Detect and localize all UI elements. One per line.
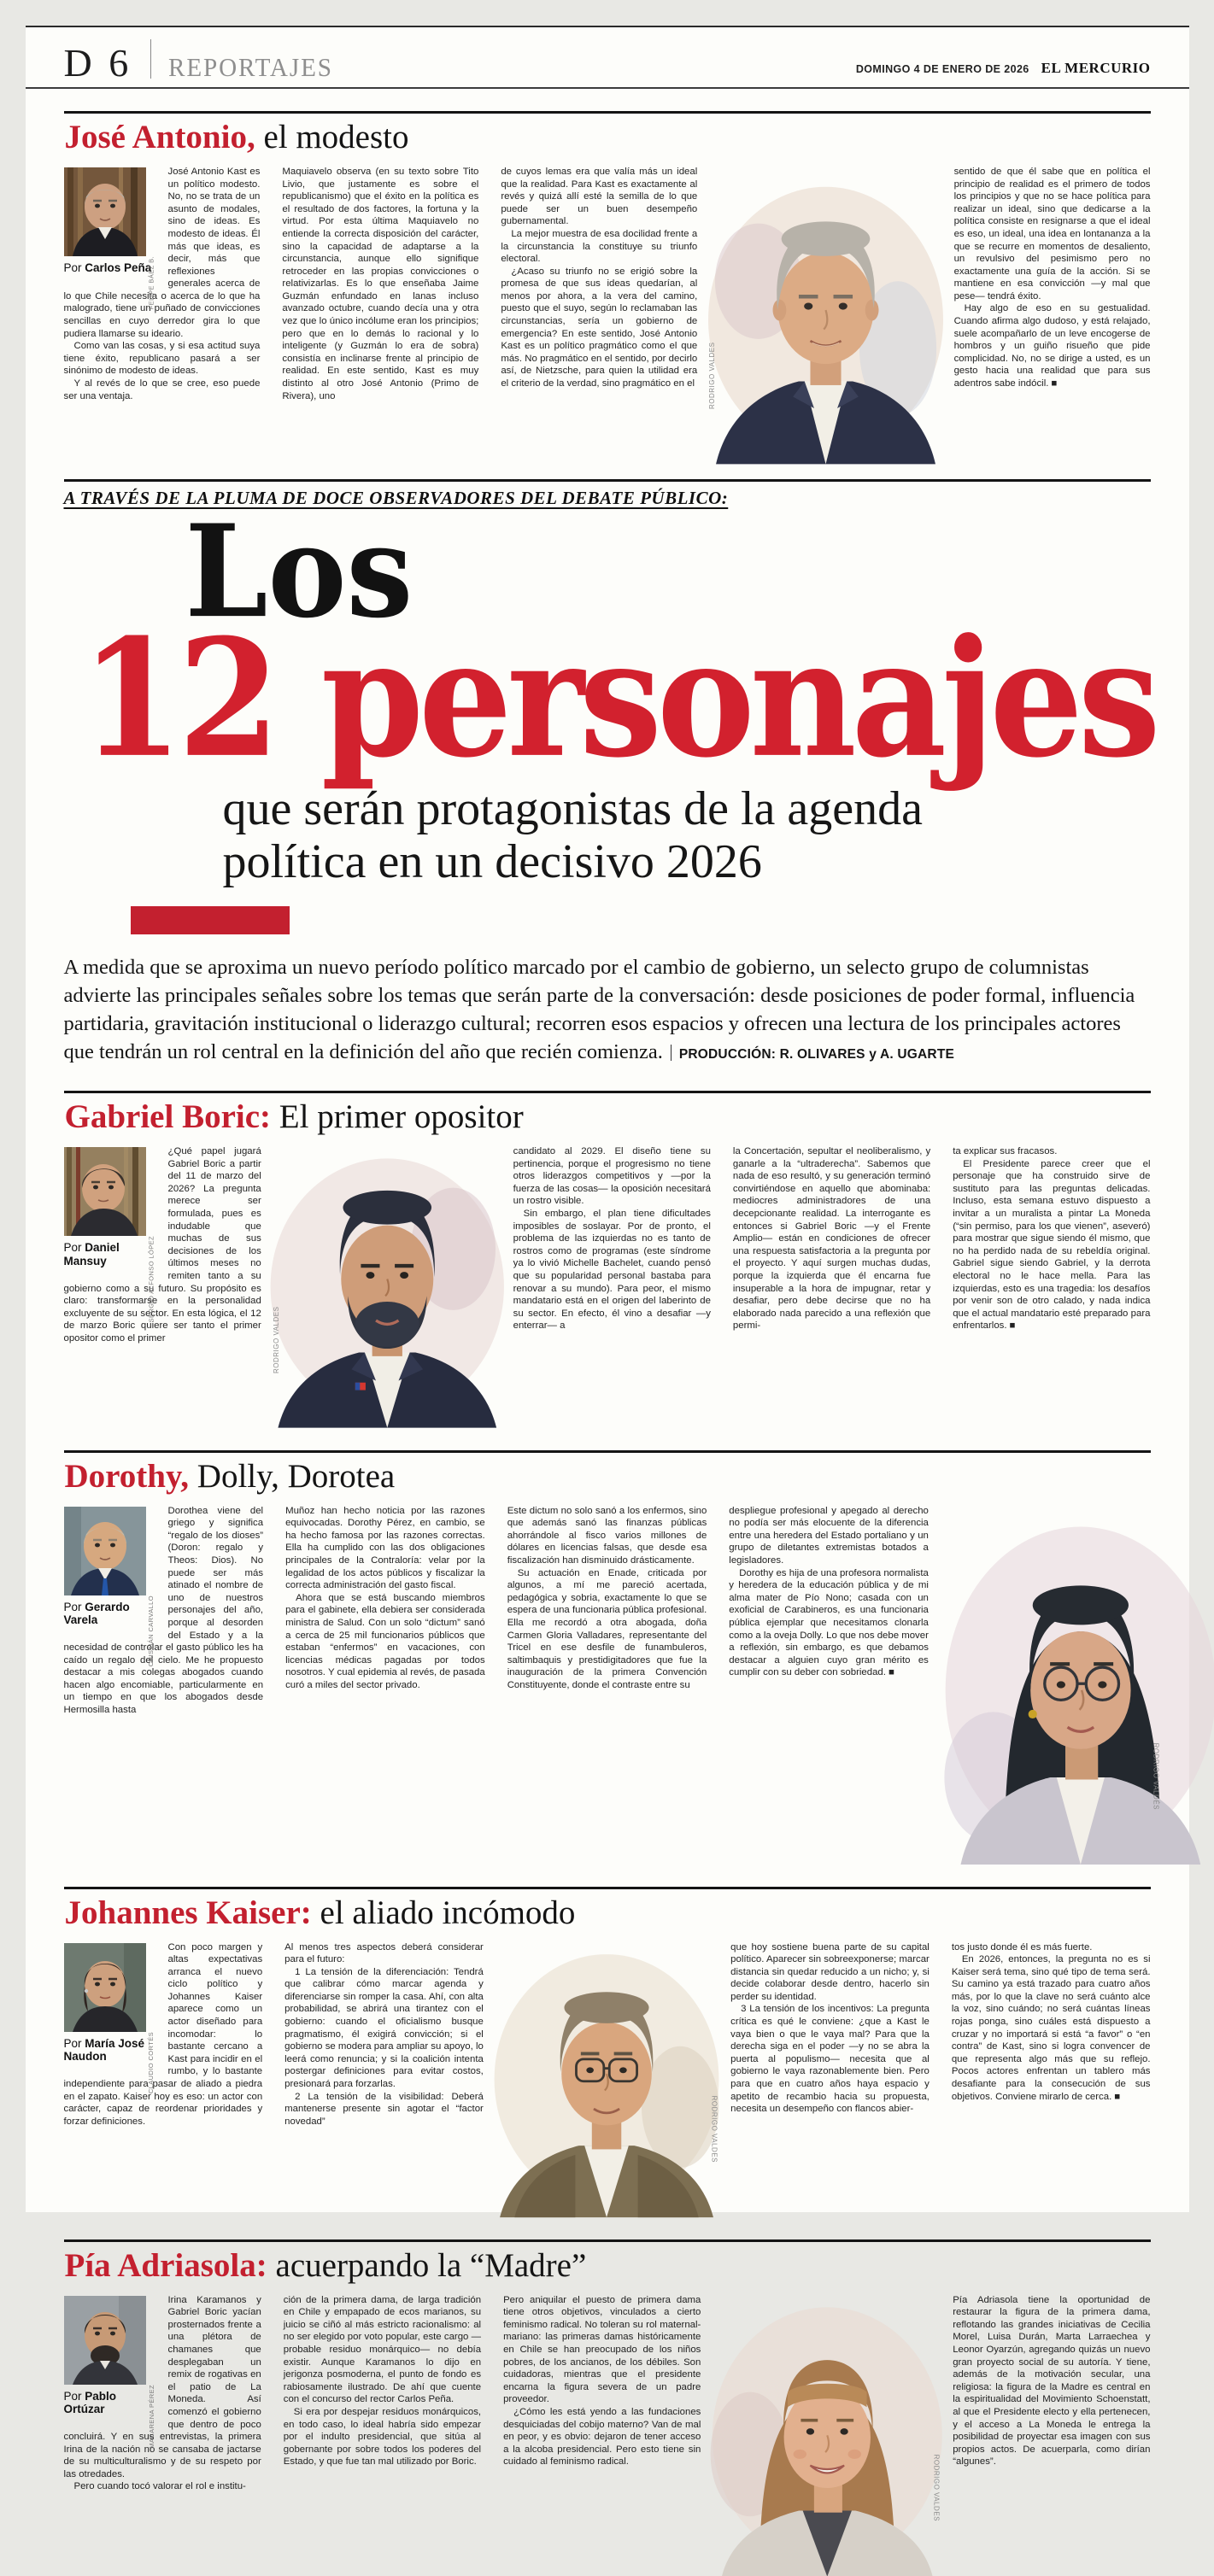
header-rule bbox=[26, 87, 1189, 89]
paragraph: ¿Qué papel jugará Gabriel Boric a partir del 11 de marzo del 2026? La pregunta merece ser formulada, pues es indudable que muchas de sus decisiones de los últimos meses no remiten tanto a su gobierno como a su futuro. Su propósito es claro: transformarse en la personalidad excluyente de su sector. En esta lógica, el 12 de marzo Boric quiere ser tanto el primer opositor como el primer bbox=[63, 1146, 261, 1344]
article-column bbox=[729, 1505, 929, 1865]
edition-date: DOMINGO 4 DE ENERO DE 2026 bbox=[855, 63, 1029, 75]
section-rule bbox=[64, 479, 1151, 482]
article-column bbox=[953, 1145, 1150, 1428]
article-column bbox=[64, 2294, 261, 2576]
pia-illustration bbox=[723, 2294, 941, 2576]
paragraph: Y al revés de lo que se cree, eso puede ser una ventaja. bbox=[63, 378, 261, 401]
paragraph: 2 La tensión de la visibilidad: Deberá mantenerse presente sin agotar el “factor novedad” bbox=[284, 2091, 484, 2127]
column-text bbox=[733, 1145, 930, 1332]
paragraph: Ahora que se está buscando miembros para el gabinete, ella debiera ser considerada ministra de Salud. Con un solo “dictum” sanó a cerca de 25 mil funcionarios públicos que estaban “enfermos” en vacaciones, con licencias médicas pagadas por todos nosotros. Y cual epidemia al revés, de pasada curó a miles del sector privado. bbox=[285, 1592, 485, 1690]
article-johannes-kaiser bbox=[26, 1887, 1189, 2217]
article-column bbox=[64, 1505, 264, 1865]
paragraph: que hoy sostiene buena parte de su capital político. Aparecer sin sobreexponerse; marcar distancia sin quedar reducido a un nicho; y, si decide colaborar desde dentro, hacerlo sin perder su identidad. bbox=[730, 1941, 930, 2002]
masthead-divider bbox=[150, 39, 151, 79]
column-text bbox=[954, 166, 1151, 390]
paragraph: 3 La tensión de los incentivos: La pregunta crítica es qué le conviene: ¿que a Kast le vaya bien o que le vaya mal? Para que la derecha siga en el poder —y no se abra la puerta al populismo— necesita que al gobierno le vaya razonablemente bien. Pero para que en cuatro años haya espacio y apetito de recambio hacia su propuesta, necesita un desempeño con flancos abier- bbox=[730, 2004, 930, 2115]
masthead bbox=[26, 27, 1189, 87]
paragraph: Este dictum no solo sanó a los enfermos, sino que además sanó las finanzas públicas ahorrándole al fisco varios millones de dólares en licencias falsas, que desde esa fiscalización han disminuido drásticamente. bbox=[507, 1505, 707, 1566]
paragraph: Si era por despejar residuos monárquicos, en todo caso, lo ideal habría sido empezar por el indulto presidencial, que sitúa al gobernante por sobre todos los poderes del Estado, y que fue tan mal utilizado por Boric. bbox=[283, 2406, 482, 2468]
byline: Por Daniel Mansuy bbox=[63, 1241, 120, 1268]
feature-block bbox=[26, 479, 1189, 1068]
paragraph: Pero cuando tocó valorar el rol e institu- bbox=[73, 2481, 246, 2492]
author-block bbox=[63, 1943, 160, 2093]
article-column bbox=[953, 2294, 1150, 2576]
page-number: D 6 bbox=[63, 40, 132, 85]
article-column bbox=[507, 1505, 707, 1865]
paragraph: 1 La tensión de la diferenciación: Tendrá que calibrar cómo marcar agenda y diferenciarse sin romper la casa. Ahí, con alta probabilidad, se abrirá una tirantez con el gobierno: cuando el oficialismo busque pragmatismo, él exigirá convicción; si el gobierno se modera para ampliar su apoyo, lo leerá como renuncia; y si la coalición intenta postergar definiciones para evitar costos, presionará para forzarlas. bbox=[284, 1966, 484, 2090]
paragraph: sentido de que él sabe que en política el principio de realidad es el primero de todos los principios y que no se hace política para realizar un ideal, sino que dedicarse a la política consiste en resignarse a que el ideal es eso, un ideal, una idea en lontananza a la que se recurre en momentos de desaliento, un revulsivo del pesimismo pero no exactamente una guía de la acción. Si se mantiene en esa convicción —y mal que pese— tendrá éxito. bbox=[953, 166, 1151, 302]
kaiser-illustration bbox=[506, 1941, 718, 2217]
illustration-credit: RODRIGO VALDES bbox=[710, 2095, 718, 2163]
article-column bbox=[952, 1941, 1151, 2217]
photo-credit: MACARENA PÉREZ bbox=[147, 2384, 155, 2449]
photo-credit: CLAUDIO CORTÉS bbox=[147, 2031, 155, 2093]
paragraph: Hay algo de eso en su gestualidad. Cuando afirma algo dudoso, y está relajado, suele acompañarlo de un leve encogerse de hombros y un guiño risueño que pide complicidad. No, no se dirige a usted, es un gesto hacia una realidad que para sus adentros sabe indócil. ■ bbox=[953, 303, 1151, 389]
paragraph: la Concertación, sepultar el neoliberalismo, y ganarle a la “ultraderecha”. Sabemos que nada de eso resultó, y su generación terminó convirtiéndose en aquello que abominaba: mediocres administradores de una decepcionante realidad. La interrogante es entonces si Gabriel Boric —y el Frente Amplio— están en condiciones de ofrecer una respuesta satisfactoria a la pregunta por el proyecto. Y aquí surgen muchas dudas, porque la izquierda que él encarna fue insuperable a la hora de impugnar, retar y desafiar, pero debe decirse que no ha elaborado nada parecido a una reflexión que permi- bbox=[732, 1146, 931, 1332]
standfirst-separator bbox=[671, 1045, 672, 1061]
paragraph: Pía Adriasola tiene la oportunidad de restaurar la figura de la primera dama, reflotando las grandes iniciativas de Cecilia Morel, Luisa Durán, Marta Larraechea y Leonor Oyarzún, agregando quizás un nuevo gran proyecto social de su autoría. Y tiene, además de la motivación secular, una religiosa: la figura de la Madre es central en la espiritualidad del Movimiento Schoenstatt, al que el Presidente electo y ella pertenecen, y el acceso a La Moneda le entrega la posibilidad de proyectar esa imagen con sus propios actos. De acuerparla, como dirían “algunes”. bbox=[953, 2294, 1151, 2468]
column-text bbox=[285, 1505, 485, 1692]
paragraph: de cuyos lemas era que valía más un ideal que la realidad. Para Kast es exactamente al revés y quizá allí esté la semilla de lo que puede ser un buen desempeño gubernamental. bbox=[501, 166, 698, 227]
paragraph: Muñoz han hecho noticia por las razones equivocadas. Dorothy Pérez, en cambio, se ha hecho famosa por las razones correctas. Ella ha cumplido con las dos obligaciones principales de la Contraloría: velar por la legalidad de los actos públicos y fiscalizar la correcta administración del gasto fiscal. bbox=[285, 1505, 485, 1591]
byline: Por Pablo Ortúzar bbox=[63, 2389, 117, 2416]
column-text bbox=[501, 166, 697, 390]
article-column bbox=[282, 166, 478, 464]
paragraph: ¿Acaso su triunfo no se erigió sobre la promesa de que sus ideas quedarían, al menos por ahora, a la vera del camino, puesto que el suyo, según lo reclamaban las circunstancias, sería un gobierno de emergencia? En este sentido, José Antonio Kast es un político pragmático como el que más. No pragmático en el sentido, por decirlo así, de Nietzsche, para quien la utilidad era el criterio de la verdad, sino pragmático en el bbox=[501, 266, 698, 389]
feature-standfirst bbox=[64, 953, 1151, 1068]
paragraph: Irina Karamanos y Gabriel Boric yacían prosternados frente a una plétora de chamanes que desplegaban un remix de rogativas en el patio de La Moneda. Así comenzó el gobierno que dentro de poco concluirá. Y en sus entrevistas, la primera Irina de la nación no se cansaba de jactarse de su multiculturalismo y de su respeto por las otredades. bbox=[63, 2294, 261, 2479]
paragraph: ¿Cómo les está yendo a las fundaciones desquiciadas del cobijo materno? Van de mal en peor, y es obvio: dejaron de tener acceso a la alcoba presidencial. Pero esto tiene sin cuidado al feminismo radical. bbox=[503, 2406, 701, 2468]
production-credit: PRODUCCIÓN: R. OLIVARES y A. UGARTE bbox=[678, 1047, 955, 1063]
article-headline: Johannes Kaiser: el aliado incómodo bbox=[64, 1894, 576, 1931]
feature-subtitle: que serán protagonistas de la agenda política en un decisivo 2026 bbox=[222, 782, 923, 889]
illustration-credit: RODRIGO VALDÉS bbox=[1152, 1742, 1160, 1810]
article-column bbox=[64, 1145, 261, 1428]
byline: Por Carlos Peña bbox=[63, 261, 152, 274]
paragraph: Con poco margen y altas expectativas arranca el nuevo ciclo político y Johannes Kaiser aparece como un actor diseñado para incomodar: lo bastante cercano a Kast para incidir en el rumbo, y lo bastante independiente para pasar de aliado a piedra en el zapato. Kaiser hoy es eso: un actor con carácter, capaz de reordenar prioridades y forzar definiciones. bbox=[63, 1941, 263, 2127]
article-column bbox=[284, 1941, 484, 2217]
paragraph: despliegue profesional y apegado al derecho no podía ser más elocuente de la diferencia entre una heredera del Estado portaliano y un grupo de diletantes extremistas botados a legisladores. bbox=[729, 1505, 929, 1566]
article-column bbox=[954, 166, 1151, 464]
article-column bbox=[285, 1505, 485, 1865]
column-text bbox=[503, 2294, 701, 2468]
column-text bbox=[953, 1145, 1150, 1332]
section-name: REPORTAJES bbox=[168, 52, 334, 82]
column-text bbox=[284, 2294, 481, 2468]
feature-kicker: A TRAVÉS DE LA PLUMA DE DOCE OBSERVADORES DEL DEBATE PÚBLICO: bbox=[63, 488, 729, 509]
section-rule bbox=[64, 1887, 1151, 1889]
photo-credit: SERGIO ALFONSO LÓPEZ bbox=[147, 1236, 155, 1323]
paper-name: EL MERCURIO bbox=[1041, 60, 1151, 76]
paragraph: ción de la primera dama, de larga tradición en Chile y empapado de ecos marianos, su juicio se ciñó al más estricto racionalismo: al no ser elegido por voto popular, este cargo —probable residuo monárquico— no debía existir. Aunque Karamanos lo dijo en jerigonza posmoderna, el punto de fondo es rabiosamente ilustrado. De ahí que cuente con el concurso del rector Carlos Peña. bbox=[283, 2294, 482, 2405]
paragraph: tos justo donde él es más fuerte. bbox=[951, 1941, 1093, 1952]
article-dorothy bbox=[26, 1450, 1189, 1865]
paragraph: Su actuación en Enade, criticada por algunos, a mí me pareció acertada, pedagógica y sobria, exactamente lo que se espera de una funcionaria pública profesional. Ella me recordó a otra abogada, doña Carmen Gloria Valladares, representante del Tricel en ese desfile de funambuleros, saltimbaquis y prestidigitadores que fue la inauguración de la primera Convención Constituyente, donde el contraste entre su bbox=[507, 1567, 707, 1690]
article-headline: Pía Adriasola: acuerpando la “Madre” bbox=[64, 2246, 587, 2284]
paragraph: Dorothea viene del griego y significa “regalo de los dioses” (Doron: regalo y Theos: Dios). No puede ser más atinado el nombre de uno de nuestros personajes del año, porque al desorden del Estado y a la necesidad de controlar el gasto público les ha caído un regalo del cielo. Me he propuesto destacar a mis colegas abogados cuando hacen algo encomiable, particularmente en un tiempo en que los abogados desde Hermosilla hasta bbox=[63, 1505, 264, 1716]
author-block bbox=[63, 2296, 160, 2449]
photo-credit: CRISTIÁN CARVALLO bbox=[147, 1595, 155, 1666]
article-pia-adriasola bbox=[26, 2239, 1189, 2576]
section-rule bbox=[64, 1450, 1151, 1453]
author-block bbox=[63, 1507, 160, 1666]
paragraph: Sin embargo, el plan tiene dificultades imposibles de soslayar. Por de pronto, el problema de las izquierdas no es tanto de rostros como de programas (este síndrome ya lo vivió Michelle Bachelet, cuando pensó que su popularidad personal bastaba para renovar a su mundo). Para peor, el mismo mandatario está en el origen del laberinto de su sector. En efecto, él vino a desafiar —y enterrar— a bbox=[513, 1208, 711, 1332]
article-column bbox=[501, 166, 697, 464]
feature-title-line2: 12 personajes bbox=[80, 603, 1156, 794]
article-column bbox=[513, 1145, 711, 1428]
illustration-credit: RODRIGO VALDES bbox=[708, 342, 717, 410]
paragraph: Dorothy es hija de una profesora normalista y heredera de la educación pública y de mi alma mater de Pío Nono; casada con un exoficial de Carabineros, es una funcionaria pública ejemplar que necesitamos clonarla como a la oveja Dolly. Lo que nos debe mover a reflexión, sin embargo, es que debamos destacar a alguien cuyo gran mérito es cumplir con su deber con sobriedad. ■ bbox=[729, 1567, 929, 1678]
article-headline: José Antonio, el modesto bbox=[64, 119, 409, 155]
paragraph: Al menos tres aspectos deberá considerar para el futuro: bbox=[284, 1941, 484, 1965]
newspaper-page bbox=[26, 26, 1189, 2522]
article-jose-antonio bbox=[26, 111, 1189, 464]
author-block bbox=[63, 167, 160, 310]
illustration-credit: RODRIGO VALDES bbox=[272, 1306, 280, 1373]
article-column bbox=[284, 2294, 481, 2576]
article-column bbox=[730, 1941, 930, 2217]
photo-credit: FELIPE BÁEZ B. bbox=[147, 255, 155, 310]
byline: Por María José Naudon bbox=[63, 2036, 145, 2064]
red-accent-bar bbox=[131, 906, 290, 934]
byline: Por Gerardo Varela bbox=[63, 1600, 130, 1627]
column-text bbox=[507, 1505, 707, 1692]
article-column bbox=[733, 1145, 930, 1428]
paragraph: José Antonio Kast es un político modesto. No, no se trata de un asunto de modales, sino de ideas. Es modesto de ideas. Él más que ideas, es decir, más que reflexiones generales acerca de lo que Chile necesita o acerca de lo que ha malogrado, tiene un puñado de convicciones sencillas en cuyo derredor gira lo que pudiera llamarse su ideario. bbox=[63, 166, 261, 339]
paragraph: Pero aniquilar el puesto de primera dama tiene otros objetivos, vinculados a cierto feminismo radical. No toleran su rol maternal-mariano: las primeras damas históricamente en Chile se han preocupado de los niños pobres, de los ancianos, de los débiles. Son cuidadoras, mientras que el presidente encarna la figura severa de un padre proveedor. bbox=[503, 2294, 701, 2405]
paragraph: candidato al 2029. El diseño tiene su pertinencia, porque el progresismo no tiene otros liderazgos competitivos y —por la fuerza de las cosas— la oposición necesitará un rostro visible. bbox=[513, 1146, 711, 1207]
column-text bbox=[282, 166, 478, 402]
paragraph: Maquiavelo observa (en su texto sobre Tito Livio, que justamente es sobre el republicanismo) que el éxito en la política es el resultado de dos factores, la fortuna y la virtud. Por esta última Maquiavelo no entiende la correcta disposición del carácter, sino la capacidad de adaptarse a la circunstancia, aunque ello signifique retroceder en las propias convicciones o relativizarlas. Es lo que enseñaba Jaime Guzmán enfundado en lanas incluso avanzado octubre, cuando decía una y otra vez que lo único incólume eran los principios; pero que en lo demás lo racional y lo inteligente (y Guzmán lo era de sobra) consistía en inclinarse frente al principio de realidad. En este sentido, Kast es muy distinto al otro José Antonio (Primo de Rivera), uno bbox=[282, 166, 479, 401]
author-block bbox=[63, 1147, 160, 1323]
column-text bbox=[284, 1941, 484, 2128]
article-headline: Dorothy, Dolly, Dorotea bbox=[64, 1457, 396, 1495]
article-column bbox=[64, 166, 261, 464]
standfirst-text: A medida que se aproxima un nuevo período político marcado por el cambio de gobierno, un selecto grupo de columnistas advierte las principales señales sobre los temas que serán parte de la conversación: desde posiciones de poder formal, influencia partidaria, gravitación institucional o liderazgo cultural; recorren esos espacios y ofrecen una lectura de los principales actores que tendrán un rol central en la definición del año que recién comienza. bbox=[63, 956, 1135, 1064]
article-column bbox=[64, 1941, 263, 2217]
dorothy-illustration bbox=[951, 1505, 1160, 1865]
section-rule bbox=[64, 1091, 1151, 1093]
paragraph: El Presidente parece creer que el personaje que ha construido sirve de sustituto para las preguntas delicadas. Incluso, esta semana estuvo dispuesto a invitar a un muralista a pintar La Moneda (“sin permiso, para los que vienen”, aseveró) para mostrar que sigue siendo él mismo, que no ha perdido nada de su rebeldía original. Gabriel sigue siendo Gabriel, y la derrota electoral no le hace mella. Para las izquierdas, esto es una tragedia: los desafíos por venir son de otro calado, y nada indica que el actual mandatario esté preparado para enfrentarlos. ■ bbox=[953, 1158, 1151, 1332]
illustration-credit: RODRIGO VALDES bbox=[932, 2454, 941, 2522]
paragraph: Como van las cosas, y si esa actitud suya tiene éxito, republicano pasará a ser sinónimo de modesto de ideas. bbox=[63, 341, 261, 377]
feature-title-line1: Los bbox=[185, 496, 413, 647]
column-text bbox=[952, 1941, 1151, 2104]
column-text bbox=[513, 1145, 711, 1332]
article-headline: Gabriel Boric: El primer opositor bbox=[64, 1098, 524, 1136]
paragraph: La mejor muestra de esa docilidad frente a la circunstancia la constituye su triunfo electoral. bbox=[501, 228, 698, 265]
boric-illustration bbox=[272, 1145, 491, 1428]
section-rule bbox=[64, 111, 1151, 114]
paragraph: En 2026, entonces, la pregunta no es si Kaiser será tema, sino qué tipo de tema será. Su camino ya está trazado para cuatro años más, por lo que la clave no será cuánto alce la voz, sino cuándo; no será cuántas líneas rojas ponga, sino cuáles está dispuesto a cruzar y no importará si está “a favor” o “en contra” de Kast, sino si logra convencer de que representa algo más que su reflejo. Pocos actores enfrentan un tablero más desafiante para la consecución de sus objetivos. Conviene mirarlo de cerca. ■ bbox=[951, 1954, 1151, 2102]
column-text bbox=[953, 2294, 1150, 2468]
article-column bbox=[503, 2294, 701, 2576]
paragraph: ta explicar sus fracasos. bbox=[953, 1146, 1058, 1156]
section-rule bbox=[64, 2239, 1151, 2242]
article-gabriel-boric bbox=[26, 1091, 1189, 1428]
column-text bbox=[729, 1505, 929, 1679]
column-text bbox=[730, 1941, 930, 2116]
kast-illustration bbox=[708, 166, 931, 464]
